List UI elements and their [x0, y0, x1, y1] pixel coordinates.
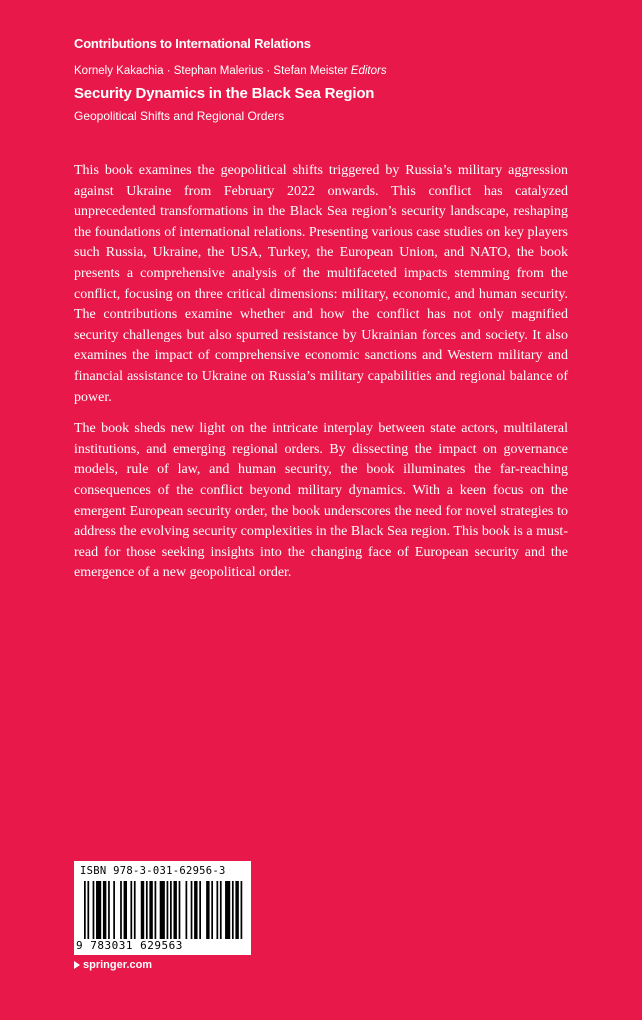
publisher-link[interactable] — [74, 959, 152, 971]
editor-names: Kornely Kakachia · Stephan Malerius · Stefan Meister — [74, 65, 348, 77]
description-paragraph-1: This book examines the geopolitical shifts triggered by Russia’s military aggression against Ukraine from February 2022 onwards. This conflict has catalyzed unprecedented transformations in the Black Sea region’s security landscape, reshaping the foundations of international relations. Presenting various case studies on key players such Russia, Ukraine, the USA, Turkey, the European Union, and NATO, the book presents a comprehensive analysis of the multifaceted impacts stemming from the conflict, focusing on three critical dimensions: military, economic, and human security. The contributions examine whether and how the conflict has not only magnified security challenges but also spurred resistance by Ukrainian forces and society. It also examines the impact of comprehensive economic sanctions and Western military and financial assistance to Ukraine on Russia’s military capabilities and regional balance of power. — [74, 163, 568, 405]
book-title: Security Dynamics in the Black Sea Region — [74, 85, 375, 102]
series-title: Contributions to International Relations — [74, 36, 311, 51]
book-subtitle: Geopolitical Shifts and Regional Orders — [74, 109, 285, 123]
description-paragraph-2: The book sheds new light on the intricate interplay between state actors, multilateral institutions, and emerging regional orders. By dissecting the impact on governance models, rule of law, and human security, the book illuminates the far-reaching consequences of the conflict beyond military dynamics. With a keen focus on the emergent European security order, the book underscores the need for novel strategies to address the evolving security complexities in the Black Sea region. This book is a must-read for those seeking insights into the changing face of European security and the emergence of a new geopolitical order. — [74, 421, 568, 581]
arrow-right-icon — [74, 961, 80, 969]
editors-role: Editors — [350, 65, 387, 77]
isbn-label: ISBN 978-3-031-62956-3 — [80, 865, 226, 877]
editors-line — [74, 65, 387, 77]
barcode-bars — [84, 881, 244, 939]
book-description — [74, 161, 568, 595]
barcode-digits: 9 783031 629563 — [76, 939, 183, 952]
isbn-barcode — [74, 861, 251, 955]
publisher-url[interactable]: springer.com — [83, 959, 153, 971]
